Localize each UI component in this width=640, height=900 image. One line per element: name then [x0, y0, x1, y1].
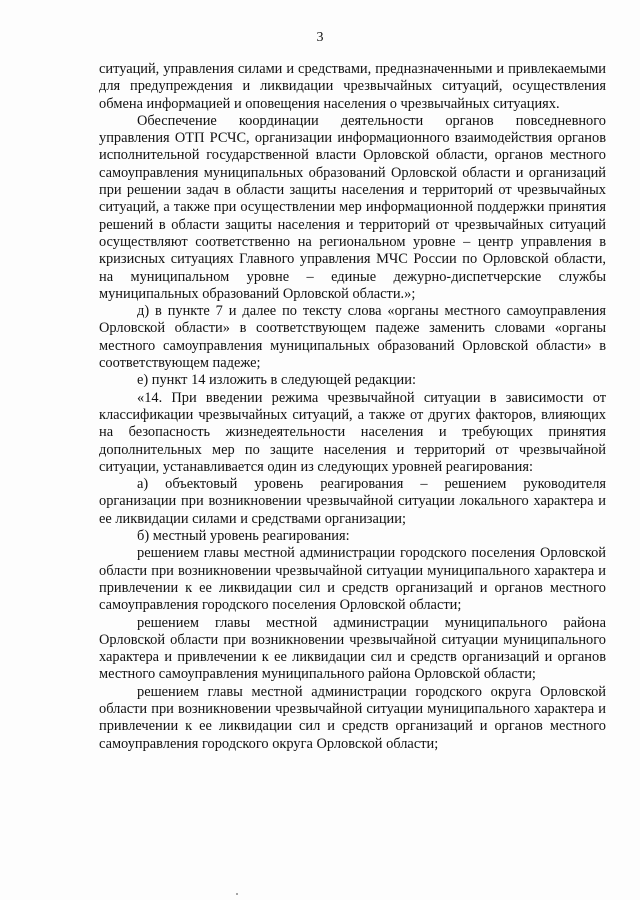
paragraph-object-level: а) объектовый уровень реагирования – решением руководителя организации при возникновении чрезвычайной ситуации локального характера и ее ликвидации силами и средствами организации; — [99, 476, 606, 527]
paragraph-item-e: е) пункт 14 изложить в следующей редакции: — [137, 372, 416, 389]
scan-speck — [236, 893, 238, 895]
paragraph-item-d: д) в пункте 7 и далее по тексту слова «органы местного самоуправления Орловской области» в соответствующем падеже заменить словами «органы местного самоуправления муниципальных образований Орловской области» в соответствующем падеже; — [99, 303, 606, 372]
page-number: 3 — [316, 30, 324, 45]
paragraph-local-level: б) местный уровень реагирования: — [137, 528, 350, 545]
paragraph-clause-14: «14. При введении режима чрезвычайной ситуации в зависимости от классификации чрезвычайных ситуаций, а также от других факторов, влияющих на безопасность жизнедеятельности населения и требующих принятия дополнительных мер по защите населения и территорий от чрезвычайной ситуации, устанавливается один из следующих уровней реагирования: — [99, 389, 606, 475]
paragraph-coordination: Обеспечение координации деятельности органов повседневного управления ОТП РСЧС, организации информационного взаимодействия органов исполнительной государственной власти Орловской области, органов местного самоуправления муниципальных образований Орловской области и организаций при решении задач в области защиты населения и территорий от чрезвычайных ситуаций, а также при осуществлении мер информационной поддержки принятия решений в области защиты населения и территорий от чрезвычайных ситуаций осуществляют соответственно на региональном уровне – центр управления в кризисных ситуациях Главного управления МЧС России по Орловской области, на муниципальном уровне – единые дежурно-диспетчерские службы муниципальных образований Орловской области.»; — [99, 112, 606, 302]
paragraph-urban-settlement: решением главы местной администрации городского поселения Орловской области при возникновении чрезвычайной ситуации муниципального характера и привлечении к ее ликвидации сил и средств организаций и органов местного самоуправления городского поселения Орловской области; — [99, 545, 606, 614]
paragraph-municipal-district: решением главы местной администрации муниципального района Орловской области при возникновении чрезвычайной ситуации муниципального характера и привлечении к ее ликвидации сил и средств организаций и органов местного самоуправления муниципального района Орловской области; — [99, 614, 606, 683]
paragraph-urban-district: решением главы местной администрации городского округа Орловской области при возникновении чрезвычайной ситуации муниципального характера и привлечении к ее ликвидации сил и средств организаций и органов местного самоуправления городского округа Орловской области; — [99, 683, 606, 752]
document-body — [99, 61, 606, 753]
paragraph-continuation: ситуаций, управления силами и средствами, предназначенными и привлекаемыми для предупреждения и ликвидации чрезвычайных ситуаций, осуществления обмена информацией и оповещения населения о чрезвычайных ситуациях. — [99, 61, 606, 112]
